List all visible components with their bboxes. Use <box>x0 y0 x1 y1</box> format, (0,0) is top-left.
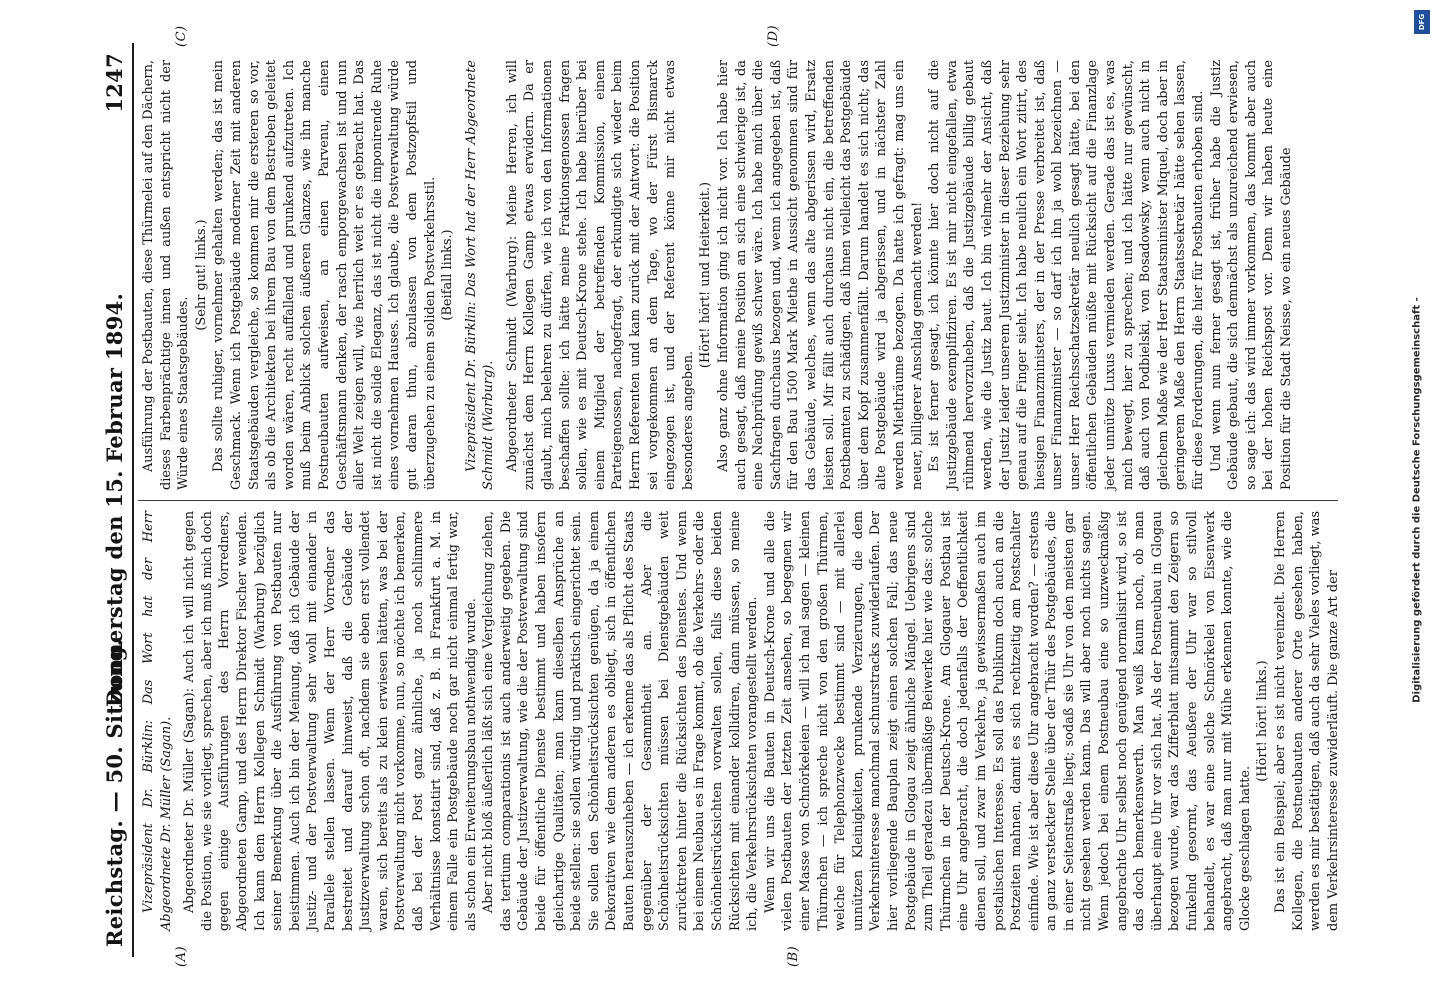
left-column <box>140 511 1341 931</box>
speech-paragraph: Aber nicht bloß äußerlich läßt sich eine Vergleichung ziehen, das tertium comparationis ist auch anderweitig gegeben. Die Gebäude der Justizverwaltung, wie die der Postverwaltung sind beide für öffentliche Dienste bestimmt und haben insofern gleichartige Qualitäten; man kann dieselben Ansprüche an beide stellen: sie sollen würdig und praktisch eingerichtet sein. Sie sollen den Schönheitsrücksichten genügen, da ja einem Dekorativen wie dem anderen es obliegt, sich in öffentlichen Bauten herauszuheben — ich erkenne das als Pflicht des Staats gegenüber der Gesammtheit an. Aber die Schönheitsrücksichten müssen bei Dienstgebäuden weit zurücktreten hinter die Rücksichten des Dienstes. Und wenn bei einem Neubau es in Frage kommt, ob die Verkehrs- oder die Schönheitsrücksichten vorwalten sollen, falls diese beiden Rücksichten mit einander kollidiren, dann müssen, so meine ich, die Verkehrsrücksichten vorangestellt werden. <box>481 511 761 931</box>
margin-mark-c: (C) <box>174 25 189 47</box>
speech-paragraph: Und wenn nun ferner gesagt ist, früher habe die Justiz Gebäude gebaut, die sich demnächst als unzureichend erwiesen, so sage ich: das wird immer vorkommen, das kommt aber auch bei der hohen Reichspost vor. Denn wir haben heute eine Position für die Stadt Neisse, wo ein neues Gebäude <box>1208 60 1294 490</box>
interjection: (Beifall links.) <box>440 229 456 321</box>
header-date: Donnerstag den 15. Februar 1894. <box>102 292 127 708</box>
dfg-logo: DFG <box>1414 10 1430 34</box>
interjection: (Sehr gut! links.) <box>193 219 209 331</box>
right-column <box>140 60 1336 490</box>
speech-paragraph: Abgeordneter Schmidt (Warburg): Meine Herren, ich will zunächst dem Herrn Kollegen Gamp etwas erwidern. Da er glaubt, mich belehren zu dürfen, wie ich von den Informationen beschaffen sollte: ich hätte meine Fraktionsgenossen fragen sollen, wie es mit Deutsch-Krone stehe. Ich habe hierüber bei einem Mitglied der betreffenden Kommission, einem Parteigenossen, nachgefragt, der erkundigte sich wieder beim Herrn Referenten und kam zurück mit der Antwort: die Position sei vorgekommen an dem Tage, wo der Fürst Bismarck eingezogen ist, und der Referent könne mir nicht etwas besonderes angeben. <box>504 60 696 490</box>
digitization-footer <box>1408 10 1426 990</box>
interjection: (Hört! hört! und Heiterkeit.) <box>698 181 714 369</box>
speech-paragraph: Abgeordneter Dr. Müller (Sagan): Auch ich will nicht gegen die Position, wie sie vorliegt, sprechen, aber ich muß mich doch gegen einige Ausführungen des Herrn Vorredners, Abgeordneten Gamp, und des Herrn Direktor Fischer wenden. Ich kann dem Herrn Kollegen Schmidt (Warburg) bezüglich seiner Bemerkung über die Ausführung von Postbauten nur beistimmen. Auch ich bin der Meinung, daß ich Gebäude der Justiz- und der Postverwaltung sehr wohl mit einander in Parallele stellen lassen. Wenn der Herr Vorredner das bestreitet und darauf hinweist, daß die Gebäude der Justizverwaltung schon oft, nachdem sie eben erst vollendet waren, sich bereits als zu klein erwiesen hätten, was bei der Postverwaltung nicht vorkomme, nun, so möchte ich bemerken, daß bei der Post ganz ähnliche, ja noch schlimmere Verhältnisse konstatirt sind, daß z. B. in Frankfurt a. M. in einem Falle ein Postgebäude noch gar nicht einmal fertig war, als schon ein Erweiterungsbau nothwendig wurde. <box>182 511 479 931</box>
header-session: Reichstag. — 50. Sitzung. <box>102 638 127 947</box>
speech-paragraph: Also ganz ohne Information ging ich nicht vor. Ich habe hier auch gesagt, daß meine Position an sich eine schwierige ist, da eine Nachprüfung gewiß schwer wäre. Ich habe mich über die Sachfragen durchaus bezogen und, wenn ich angegeben ist, daß für den Bau 1500 Mark Miethe in Aussicht genommen sind für das Gebäude, welches, wenn das alte abgerissen wird, Ersatz leisten soll. Mir fällt auch durchaus nicht ein, die betreffenden Postbeamten zu schädigen, daß ihnen vielleicht das Postgebäude über dem Kopf zusammenfällt. Darum handelt es sich nicht; das alte Postgebäude wird ja abgerissen, und in nächster Zahl werden Miethräume bezogen. Da hatte ich gefragt: mag uns ein neuer, billigerer Anschlag gemacht werden! <box>716 60 925 490</box>
speaker-intro: Vizepräsident Dr. Bürklin: Das Wort hat der Herr Abgeordnete Schmidt (Warburg). <box>463 60 497 490</box>
page-number: 1247 <box>102 53 127 113</box>
margin-mark-a: (A) <box>174 945 189 967</box>
interjection: (Hört! hört! links.) <box>1255 660 1271 782</box>
column-divider <box>138 500 1338 501</box>
speech-paragraph: Das ist ein Beispiel; aber es ist nicht vereinzelt. Die Herren Kollegen, die Postneubauten anderer Orte gesehen haben, werden es mir bestätigen, daß auch da sehr Vieles vorliegt, was dem Verkehrsinteresse zuwiderläuft. Die ganze Art der <box>1273 511 1341 931</box>
page-header <box>96 43 134 957</box>
page <box>66 25 1366 975</box>
speech-paragraph: Ausführung der Postbauten, diese Thürmelei auf den Dächern, dieses Farbenprächtige innen und außen entspricht nicht der Würde eines Staatsgebäudes. <box>141 60 192 490</box>
footer-credit: Digitalisierung gefördert durch die Deutsche Forschungsgemeinschaft - <box>1411 297 1423 703</box>
margin-mark-b: (B) <box>786 945 801 967</box>
speech-paragraph: Es ist ferner gesagt, ich könnte hier doch nicht auf die Justizgebäude exemplifiziren. Es ist mir nicht eingefallen, etwa rühmend hervorzuheben, daß die Justizgebäude billig gebaut werden, wie die Justiz baut. Ich bin vielmehr der Ansicht, daß der Justiz leider unserem Justizminister in dieser Beziehung sehr genau auf die Finger sieht. Ich habe neulich ein Wort zitirt, des hiesigen Finanzministers, der in der Presse verbreitet ist, daß unser Finanzminister — so darf ich ihn ja wohl bezeichnen — unser Herr Reichsschatzsekretär neulich gesagt hätte, bei den öffentlichen Gebäuden müßte mit Rücksicht auf die Finanzlage jeder unnütze Luxus vermieden werden. Gerade das ist es, was mich bewegt, hier zu sprechen; und ich hätte nur gewünscht, daß auch von Podbielski, von Bosadowsky, wenn auch nicht in gleichem Maße wie der Herr Staatsminister Miquel, doch aber in geringerem Maße den Herrn Staatssekretär hätte sehen lassen, für diese Forderungen, die hier für Postbauten erhoben sind. <box>927 60 1207 490</box>
margin-mark-d: (D) <box>766 24 781 47</box>
speech-paragraph: Wenn wir uns die Bauten in Deutsch-Krone und alle die vielen Postbauten der letzten Zeit ansehen, so begegnen wir einer Masse von Schnörkeleien — will ich mal sagen — kleinen Thürmchen — ich spreche nicht von den großen Thürmen, welche für Telephonzwecke bestimmt sind — mit allerlei unnützen Kleinigkeiten, prunkende Verzierungen, die dem Verkehrsinteresse manchmal schnurstracks zuwiderlaufen. Der hier vorliegende Bauplan zeigt einen solchen Fall; das neue Postgebäude in Glogau zeigt ähnliche Mängel. Uebrigens sind zum Theil geradezu übermäßige Beiwerke hier wie das: solche Thürmchen in der Deutsch-Krone. Am Glogauer Postbau ist eine Uhr angebracht, die doch jedenfalls der Oeffentlichkeit dienen soll, und zwar im Verkehre, ja gewissermaßen auch im postalischen Interesse. Es soll das Publikum doch auch an die Postzeiten mahnen, damit es sich rechtzeitig am Postschalter einfinde. Wie ist aber diese Uhr angebracht worden? — erstens an ganz versteckter Stelle über der Thür des Postgebäudes, die in einer Seitenstraße liegt; sodaß sie Uhr von den meisten gar nicht gesehen werden kann. Das will aber noch nichts sagen. Wenn jedoch bei einem Postneubau eine so unzweckmäßig angebrachte Uhr selbst noch genügend normalisirt wird, so ist das doch bemerkenswerth. Man weiß kaum noch, ob man überhaupt eine Uhr vor sich hat. Als der Postneubau in Glogau bezogen wurde, war das Zifferblatt mitsammt den Zeigern so funkelnd gesormt, das Aeußere der Uhr war so stilvoll behandelt, es war eine solche Schnörkelei von Eisenwerk angebracht, daß man nur mit Mühe erkennen konnte, wie die Glocke geschlagen hatte. <box>762 511 1253 931</box>
speech-paragraph: Das sollte ruhiger, vornehmer gehalten werden; das ist mein Geschmack. Wenn ich Postgebäude moderner Zeit mit anderen Staatsgebäuden vergleiche, so kommen mir die ersteren so vor, als ob die Architekten bei ihrem Bau von dem Bestreben geleitet worden wären, recht auffallend und prunkend aufzutreten. Ich muß beim Anblick solchen äußeren Glanzes, wie ihn manche Postneubauten aufweisen, an einen Parvenu, einen Geschäftsmann denken, der rasch emporgewachsen ist und nun aller Welt zeigen will, wie herrlich weit er es gebracht hat. Das ist nicht die solide Eleganz, das ist nicht die imponirende Ruhe eines vornehmen Hauses. Ich glaube, die Postverwaltung würde gut daran thun, abzulassen von dem Postzopfstil und überzugehen zu einem soliden Postverkehrsstil. <box>211 60 438 490</box>
speaker-intro: Vizepräsident Dr. Bürklin: Das Wort hat der Herr Abgeordnete Dr. Müller (Sagan). <box>141 511 174 931</box>
